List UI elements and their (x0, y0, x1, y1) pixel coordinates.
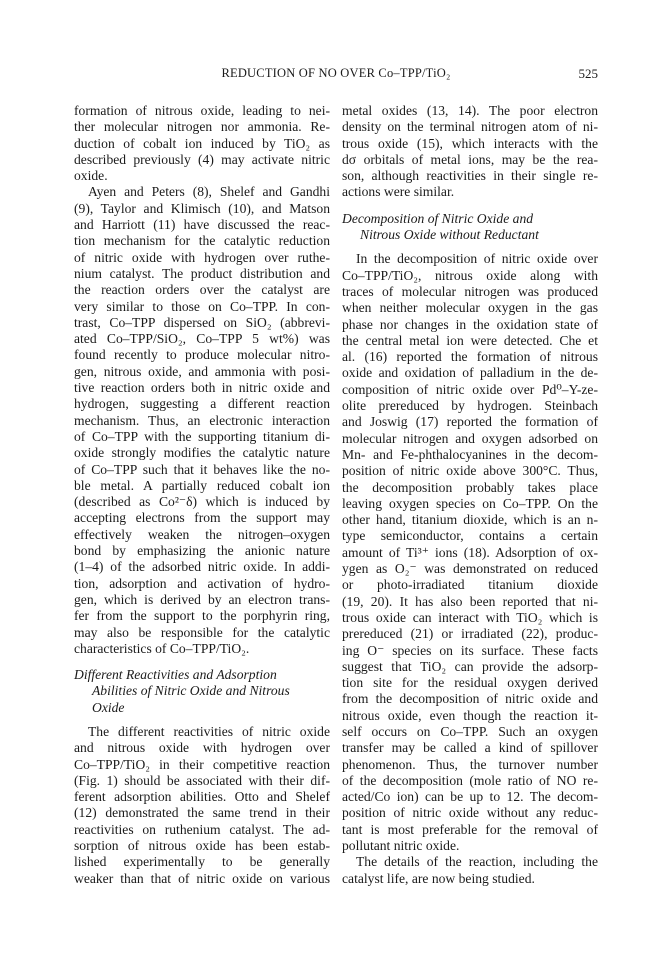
text-line: other hand, titanium dioxide, which is an n- (342, 512, 598, 528)
text-line: of Co–TPP with the supporting titanium di- (74, 428, 330, 444)
text-line: ther molecular nitrogen nor ammonia. Re- (74, 119, 330, 135)
text-line: (9), Taylor and Klimisch (10), and Matson (74, 200, 330, 216)
text-line: sorption of nitrous oxide has been estab- (74, 838, 330, 854)
running-title: REDUCTION OF NO OVER Co–TPP/TiO₂ (221, 66, 451, 80)
text-line: composition of nitric oxide over Pd⁰–Y-ze- (342, 381, 598, 397)
text-line: gen, nitrous oxide, and ammonia with posi- (74, 363, 330, 379)
text-line: nitrous oxide, even though the reaction it- (342, 707, 598, 723)
text-line: prereduced (21) or irradiated (22), produc- (342, 626, 598, 642)
right-body-text (342, 103, 598, 201)
text-line: effectively weaken the nitrogen–oxygen (74, 526, 330, 542)
text-line: duction of cobalt ion induced by TiO₂ as (74, 135, 330, 151)
text-line: nium catalyst. The product distribution and (74, 265, 330, 281)
text-line: bond by emphasizing the anionic nature (74, 543, 330, 559)
text-line: and nitrous oxide with hydrogen over (74, 740, 330, 756)
text-line: metal oxides (13, 14). The poor electron (342, 103, 598, 118)
text-line: position of nitric oxide without any reduc- (342, 805, 598, 821)
section-heading-adsorption (74, 667, 330, 716)
text-line: Mn- and Fe-phthalocyanines in the decom- (342, 446, 598, 462)
text-line: Co–TPP/TiO₂ in their competitive reaction (74, 756, 330, 772)
text-line: when neither molecular oxygen in the gas (342, 300, 598, 316)
text-line: ygen as O₂⁻ was demonstrated on reduced (342, 561, 598, 577)
text-line: from the decomposition of nitric oxide and (342, 691, 598, 707)
text-line: acted/Co ion) can be up to 12. The decom- (342, 789, 598, 805)
text-line: The different reactivities of nitric oxide (88, 723, 330, 739)
text-line: very similar to those on Co–TPP. In con- (74, 298, 330, 314)
text-line: (Fig. 1) should be associated with their dif- (74, 772, 330, 788)
text-line: fer from the support to the porphyrin ring, (74, 608, 330, 624)
text-line: trast, Co–TPP dispersed on SiO₂ (abbrevi- (74, 314, 330, 330)
text-line: (12) demonstrated the same trend in their (74, 805, 330, 821)
text-line: the central metal ion were detected. Che et (342, 332, 598, 348)
heading-line: Abilities of Nitric Oxide and Nitrous (92, 683, 290, 699)
text-line: ferent adsorption abilities. Otto and Shelef (74, 789, 330, 805)
left-column (74, 103, 330, 887)
text-line: (1–4) of the adsorbed nitric oxide. In addi- (74, 559, 330, 575)
text-line: catalyst life, are now being studied. (342, 870, 535, 886)
text-line: trous oxide can interact with TiO₂ which is (342, 609, 598, 625)
text-line: phase nor changes in the oxidation state of (342, 316, 598, 332)
text-line: molecular nitrogen and oxygen adsorbed on (342, 430, 598, 446)
text-line: self occurs on Co–TPP. Such an oxygen (342, 723, 598, 739)
text-line: gen, which is derived by an electron trans- (74, 591, 330, 607)
heading-line: Nitrous Oxide without Reductant (360, 227, 539, 243)
text-line: The details of the reaction, including the (356, 854, 598, 870)
heading-line: Different Reactivities and Adsorption (74, 667, 277, 683)
text-line: Ayen and Peters (8), Shelef and Gandhi (88, 184, 330, 200)
text-line: olite prereduced by hydrogen. Steinbach (342, 398, 598, 414)
text-line: oxide strongly modifies the catalytic nature (74, 445, 330, 461)
text-line: characteristics of Co–TPP/TiO₂. (74, 640, 250, 656)
text-line: found recently to produce molecular nitro- (74, 347, 330, 363)
text-line: may also be responsible for the catalytic (74, 624, 330, 640)
text-line: phenomenon. Thus, the turnover number (342, 756, 598, 772)
text-line: the reaction orders over the catalyst are (74, 282, 330, 298)
text-line: pollutant nitric oxide. (342, 838, 460, 854)
text-line: reactivities on ruthenium catalyst. The ad- (74, 821, 330, 837)
text-line: Co–TPP/TiO₂, nitrous oxide along with (342, 267, 598, 283)
text-line: of nitric oxide with hydrogen over ruthe- (74, 249, 330, 265)
text-line: of Co–TPP such that it behaves like the no- (74, 461, 330, 477)
text-line: density on the terminal nitrogen atom of ni- (342, 119, 598, 135)
text-line: accepting electrons from the support may (74, 510, 330, 526)
left-body-text-2 (74, 724, 330, 887)
text-line: son, although reactivities in their single re- (342, 168, 598, 184)
heading-line: Oxide (92, 699, 125, 715)
text-line: In the decomposition of nitric oxide over (356, 251, 598, 267)
text-line: suggest that TiO₂ can provide the adsorp- (342, 658, 598, 674)
text-line: oxide and oxidation of palladium in the de- (342, 365, 598, 381)
text-line: weaker than that of nitric oxide on various (74, 870, 330, 886)
text-line: formation of nitrous oxide, leading to nei- (74, 103, 330, 118)
text-line: ing O⁻ species on its surface. These facts (342, 642, 598, 658)
text-line: (described as Co²⁻δ) which is induced by (74, 494, 330, 510)
text-line: position of nitric oxide above 300°C. Thus, (342, 463, 598, 479)
text-line: trous oxide (15), which interacts with the (342, 135, 598, 151)
text-line: lished experimentally to be generally (74, 854, 330, 870)
text-line: and Harriott (11) have discussed the reac- (74, 217, 330, 233)
text-line: tion site for the residual oxygen derived (342, 675, 598, 691)
text-line: mechanism. Thus, an electronic interaction (74, 412, 330, 428)
text-line: the decomposition probably takes place (342, 479, 598, 495)
page-number: 525 (578, 66, 598, 81)
text-line: al. (16) reported the formation of nitrous (342, 349, 598, 365)
text-line: (19, 20). It has also been reported that ni- (342, 593, 598, 609)
heading-line: Decomposition of Nitric Oxide and (342, 210, 534, 226)
text-line: actions were similar. (342, 184, 455, 200)
right-body-text-2 (342, 251, 598, 887)
text-line: ated Co–TPP/SiO₂, Co–TPP 5 wt%) was (74, 331, 330, 347)
left-body-text (74, 103, 330, 657)
text-line: tant is most preferable for the removal of (342, 821, 598, 837)
text-line: described previously (4) may activate nitric (74, 151, 330, 167)
section-heading-decomposition (342, 211, 598, 244)
text-line: tive reaction orders both in nitric oxide and (74, 380, 330, 396)
text-line: type semiconductor, contains a certain (342, 528, 598, 544)
text-line: oxide. (74, 168, 108, 184)
right-column (342, 103, 598, 887)
text-line: leaving oxygen species on Co–TPP. On the (342, 495, 598, 511)
text-line: hydrogen, suggesting a different reaction (74, 396, 330, 412)
text-line: traces of molecular nitrogen was produced (342, 283, 598, 299)
text-line: transfer may be called a kind of spillover (342, 740, 598, 756)
text-line: tion, adsorption and activation of hydro- (74, 575, 330, 591)
text-line: amount of Ti³⁺ ions (18). Adsorption of ox- (342, 544, 598, 560)
text-line: tion mechanism for the catalytic reduction (74, 233, 330, 249)
running-header (74, 66, 598, 86)
text-line: and Joswig (17) reported the formation of (342, 414, 598, 430)
text-line: of the decomposition (mole ratio of NO re- (342, 772, 598, 788)
text-line: ble metal. A partially reduced cobalt ion (74, 477, 330, 493)
text-line: or photo-irradiated titanium dioxide (342, 577, 598, 593)
text-line: dσ orbitals of metal ions, may be the rea- (342, 151, 598, 167)
